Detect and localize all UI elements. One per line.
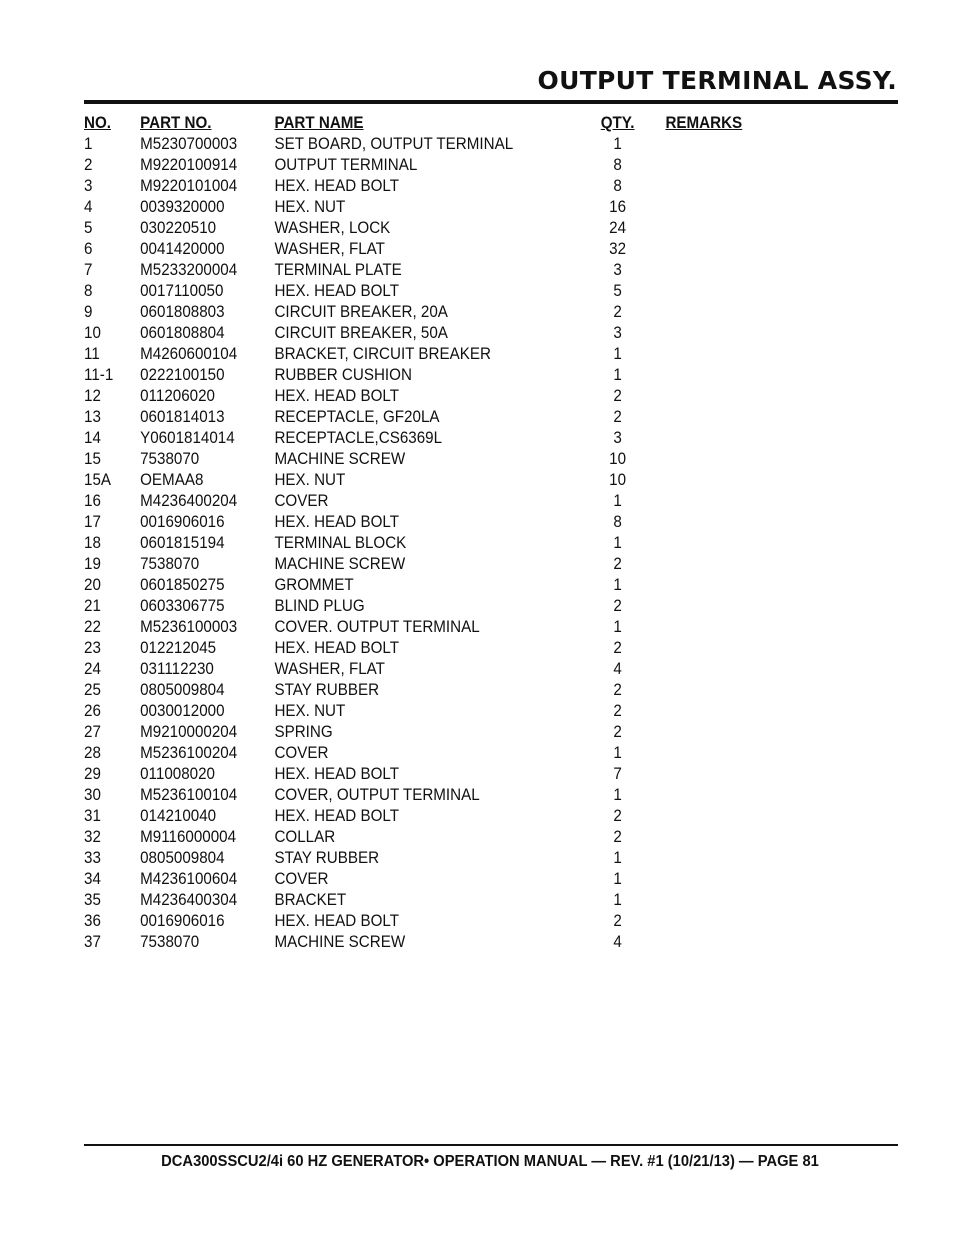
cell-no: 18 bbox=[84, 534, 101, 552]
cell-part-no: M4236400304 bbox=[140, 891, 238, 909]
cell-part-no: 0222100150 bbox=[140, 366, 225, 384]
cell-qty: 1 bbox=[613, 786, 622, 804]
cell-part-no: M4260600104 bbox=[140, 345, 238, 363]
cell-part-no: M5236100204 bbox=[140, 744, 238, 762]
table-body bbox=[84, 134, 728, 953]
cell-qty: 2 bbox=[613, 303, 622, 321]
cell-part-name: HEX. HEAD BOLT bbox=[274, 177, 400, 195]
cell-part-no: M9210000204 bbox=[140, 723, 238, 741]
cell-part-no: M9220100914 bbox=[140, 156, 238, 174]
cell-no: 6 bbox=[84, 240, 93, 258]
cell-no: 14 bbox=[84, 429, 101, 447]
cell-no: 11 bbox=[84, 345, 100, 363]
footer-divider bbox=[84, 1144, 898, 1146]
table-row bbox=[84, 722, 728, 743]
cell-part-no: 031112230 bbox=[140, 660, 214, 678]
cell-qty: 2 bbox=[613, 681, 622, 699]
cell-no: 34 bbox=[84, 870, 101, 888]
cell-part-no: 0016906016 bbox=[140, 912, 225, 930]
cell-part-no: M5230700003 bbox=[140, 135, 238, 153]
cell-part-name: TERMINAL BLOCK bbox=[274, 534, 407, 552]
cell-part-no: 0601808804 bbox=[140, 324, 225, 342]
cell-part-no: 0017110050 bbox=[140, 282, 224, 300]
cell-no: 17 bbox=[84, 513, 101, 531]
cell-part-name: MACHINE SCREW bbox=[274, 555, 406, 573]
table-row bbox=[84, 218, 728, 239]
cell-no: 36 bbox=[84, 912, 101, 930]
cell-no: 4 bbox=[84, 198, 93, 216]
cell-qty: 24 bbox=[609, 219, 627, 237]
table-row bbox=[84, 596, 728, 617]
cell-part-name: CIRCUIT BREAKER, 20A bbox=[274, 303, 448, 321]
cell-part-name: HEX. HEAD BOLT bbox=[274, 513, 400, 531]
cell-part-no: M9220101004 bbox=[140, 177, 238, 195]
cell-no: 8 bbox=[84, 282, 93, 300]
cell-part-no: 0601815194 bbox=[140, 534, 225, 552]
cell-no: 22 bbox=[84, 618, 101, 636]
table-row bbox=[84, 764, 728, 785]
table-row bbox=[84, 932, 728, 953]
cell-part-name: WASHER, LOCK bbox=[274, 219, 391, 237]
cell-part-no: 012212045 bbox=[140, 639, 217, 657]
cell-qty: 1 bbox=[613, 744, 622, 762]
cell-no: 23 bbox=[84, 639, 101, 657]
cell-qty: 3 bbox=[613, 261, 622, 279]
table-row bbox=[84, 302, 728, 323]
cell-part-no: OEMAA8 bbox=[140, 471, 204, 489]
page-title: OUTPUT TERMINAL ASSY. bbox=[537, 66, 897, 95]
cell-qty: 2 bbox=[613, 723, 622, 741]
cell-no: 3 bbox=[84, 177, 93, 195]
cell-part-no: M5236100104 bbox=[140, 786, 238, 804]
cell-qty: 1 bbox=[613, 135, 622, 153]
table-row bbox=[84, 848, 728, 869]
cell-part-no: 0030012000 bbox=[140, 702, 225, 720]
table-row bbox=[84, 911, 728, 932]
cell-part-name: HEX. HEAD BOLT bbox=[274, 912, 400, 930]
cell-no: 16 bbox=[84, 492, 101, 510]
cell-part-name: HEX. NUT bbox=[274, 471, 346, 489]
cell-part-name: SET BOARD, OUTPUT TERMINAL bbox=[274, 135, 514, 153]
table-row bbox=[84, 785, 728, 806]
cell-part-name: HEX. HEAD BOLT bbox=[274, 639, 400, 657]
table-row bbox=[84, 743, 728, 764]
cell-qty: 4 bbox=[613, 933, 622, 951]
header-part-no: PART NO. bbox=[140, 114, 212, 132]
cell-no: 10 bbox=[84, 324, 101, 342]
cell-part-name: HEX. NUT bbox=[274, 198, 346, 216]
cell-no: 27 bbox=[84, 723, 101, 741]
cell-no: 31 bbox=[84, 807, 101, 825]
cell-part-name: GROMMET bbox=[274, 576, 354, 594]
cell-part-name: MACHINE SCREW bbox=[274, 933, 406, 951]
table-row bbox=[84, 659, 728, 680]
cell-qty: 5 bbox=[613, 282, 622, 300]
table-row bbox=[84, 176, 728, 197]
cell-qty: 1 bbox=[613, 849, 622, 867]
cell-part-no: 0805009804 bbox=[140, 681, 225, 699]
header-qty: QTY. bbox=[600, 114, 635, 132]
cell-part-name: COVER bbox=[274, 870, 329, 888]
cell-qty: 1 bbox=[613, 345, 622, 363]
header-remarks: REMARKS bbox=[665, 114, 743, 132]
cell-no: 26 bbox=[84, 702, 101, 720]
cell-no: 25 bbox=[84, 681, 101, 699]
cell-part-no: 030220510 bbox=[140, 219, 217, 237]
table-row bbox=[84, 512, 728, 533]
cell-part-no: M4236100604 bbox=[140, 870, 238, 888]
cell-no: 7 bbox=[84, 261, 93, 279]
cell-part-name: RECEPTACLE,CS6369L bbox=[274, 429, 443, 447]
cell-no: 15A bbox=[84, 471, 112, 489]
cell-qty: 1 bbox=[613, 891, 622, 909]
cell-no: 11-1 bbox=[84, 366, 114, 384]
cell-qty: 16 bbox=[609, 198, 627, 216]
cell-part-name: HEX. HEAD BOLT bbox=[274, 807, 400, 825]
cell-qty: 2 bbox=[613, 639, 622, 657]
cell-no: 20 bbox=[84, 576, 101, 594]
cell-no: 5 bbox=[84, 219, 93, 237]
cell-no: 35 bbox=[84, 891, 101, 909]
cell-part-name: BRACKET bbox=[274, 891, 347, 909]
table-row bbox=[84, 617, 728, 638]
cell-part-no: 0041420000 bbox=[140, 240, 225, 258]
cell-part-no: 7538070 bbox=[140, 555, 200, 573]
title-divider bbox=[84, 100, 898, 104]
table-row bbox=[84, 344, 728, 365]
cell-qty: 2 bbox=[613, 555, 622, 573]
table-row bbox=[84, 575, 728, 596]
cell-part-no: 0603306775 bbox=[140, 597, 225, 615]
table-row bbox=[84, 365, 728, 386]
cell-part-no: 011206020 bbox=[140, 387, 215, 405]
cell-part-no: M9116000004 bbox=[140, 828, 237, 846]
cell-part-no: M5236100003 bbox=[140, 618, 238, 636]
cell-qty: 1 bbox=[613, 576, 622, 594]
cell-part-name: COVER bbox=[274, 744, 329, 762]
cell-part-name: COVER bbox=[274, 492, 329, 510]
cell-part-name: RUBBER CUSHION bbox=[274, 366, 412, 384]
table-row bbox=[84, 680, 728, 701]
cell-part-name: OUTPUT TERMINAL bbox=[274, 156, 418, 174]
cell-qty: 2 bbox=[613, 408, 622, 426]
cell-no: 33 bbox=[84, 849, 101, 867]
cell-no: 9 bbox=[84, 303, 93, 321]
table-row bbox=[84, 869, 728, 890]
cell-qty: 4 bbox=[613, 660, 622, 678]
cell-part-name: HEX. HEAD BOLT bbox=[274, 765, 400, 783]
cell-no: 15 bbox=[84, 450, 101, 468]
cell-no: 1 bbox=[84, 135, 93, 153]
cell-qty: 8 bbox=[613, 513, 622, 531]
cell-part-no: M4236400204 bbox=[140, 492, 238, 510]
cell-part-name: MACHINE SCREW bbox=[274, 450, 406, 468]
cell-qty: 2 bbox=[613, 807, 622, 825]
cell-part-no: 0805009804 bbox=[140, 849, 225, 867]
cell-qty: 2 bbox=[613, 597, 622, 615]
cell-qty: 8 bbox=[613, 156, 622, 174]
table-row bbox=[84, 533, 728, 554]
parts-table bbox=[84, 113, 743, 953]
cell-qty: 10 bbox=[609, 471, 627, 489]
cell-part-no: 0601850275 bbox=[140, 576, 225, 594]
cell-part-name: TERMINAL PLATE bbox=[274, 261, 402, 279]
table-row bbox=[84, 806, 728, 827]
cell-qty: 1 bbox=[613, 534, 622, 552]
cell-qty: 2 bbox=[613, 702, 622, 720]
cell-qty: 1 bbox=[613, 870, 622, 888]
cell-part-name: RECEPTACLE, GF20LA bbox=[274, 408, 440, 426]
cell-part-name: CIRCUIT BREAKER, 50A bbox=[274, 324, 448, 342]
cell-part-no: M5233200004 bbox=[140, 261, 238, 279]
cell-part-no: 0601814013 bbox=[140, 408, 225, 426]
cell-no: 32 bbox=[84, 828, 101, 846]
cell-qty: 2 bbox=[613, 912, 622, 930]
cell-part-name: BRACKET, CIRCUIT BREAKER bbox=[274, 345, 491, 363]
cell-no: 13 bbox=[84, 408, 101, 426]
table-row bbox=[84, 890, 728, 911]
table-row bbox=[84, 428, 728, 449]
cell-part-name: HEX. HEAD BOLT bbox=[274, 387, 400, 405]
cell-qty: 1 bbox=[613, 492, 622, 510]
cell-no: 30 bbox=[84, 786, 101, 804]
cell-part-name: WASHER, FLAT bbox=[274, 660, 385, 678]
table-row bbox=[84, 155, 728, 176]
cell-no: 29 bbox=[84, 765, 101, 783]
cell-no: 2 bbox=[84, 156, 93, 174]
cell-part-name: STAY RUBBER bbox=[274, 681, 380, 699]
table-row bbox=[84, 638, 728, 659]
page-footer: DCA300SSCU2/4i 60 HZ GENERATOR• OPERATION MANUAL — REV. #1 (10/21/13) — PAGE 81 bbox=[161, 1153, 819, 1170]
cell-part-name: HEX. HEAD BOLT bbox=[274, 282, 400, 300]
cell-part-no: 0601808803 bbox=[140, 303, 225, 321]
cell-qty: 10 bbox=[609, 450, 627, 468]
cell-qty: 3 bbox=[613, 324, 622, 342]
cell-qty: 3 bbox=[613, 429, 622, 447]
cell-part-name: SPRING bbox=[274, 723, 333, 741]
cell-part-name: STAY RUBBER bbox=[274, 849, 380, 867]
cell-no: 28 bbox=[84, 744, 101, 762]
cell-part-name: COVER, OUTPUT TERMINAL bbox=[274, 786, 480, 804]
cell-part-name: COLLAR bbox=[274, 828, 336, 846]
cell-part-no: 7538070 bbox=[140, 933, 200, 951]
cell-no: 37 bbox=[84, 933, 101, 951]
table-row bbox=[84, 134, 728, 155]
cell-part-no: 0039320000 bbox=[140, 198, 225, 216]
cell-qty: 8 bbox=[613, 177, 622, 195]
cell-part-no: 0016906016 bbox=[140, 513, 225, 531]
cell-part-no: 011008020 bbox=[140, 765, 215, 783]
cell-part-name: WASHER, FLAT bbox=[274, 240, 385, 258]
cell-part-no: 014210040 bbox=[140, 807, 217, 825]
cell-no: 19 bbox=[84, 555, 101, 573]
table-row bbox=[84, 323, 728, 344]
cell-part-name: COVER. OUTPUT TERMINAL bbox=[274, 618, 480, 636]
cell-part-name: HEX. NUT bbox=[274, 702, 346, 720]
table-row bbox=[84, 701, 728, 722]
table-row bbox=[84, 554, 728, 575]
cell-no: 12 bbox=[84, 387, 101, 405]
cell-part-no: 7538070 bbox=[140, 450, 200, 468]
cell-qty: 2 bbox=[613, 387, 622, 405]
table-row bbox=[84, 260, 728, 281]
cell-part-name: BLIND PLUG bbox=[274, 597, 365, 615]
table-row bbox=[84, 386, 728, 407]
cell-qty: 7 bbox=[613, 765, 622, 783]
table-row bbox=[84, 470, 728, 491]
cell-qty: 1 bbox=[613, 618, 622, 636]
table-row bbox=[84, 239, 728, 260]
table-row bbox=[84, 449, 728, 470]
header-no: NO. bbox=[84, 114, 111, 132]
table-row bbox=[84, 407, 728, 428]
table-header-row bbox=[84, 113, 743, 134]
cell-qty: 1 bbox=[613, 366, 622, 384]
cell-qty: 32 bbox=[609, 240, 627, 258]
cell-no: 24 bbox=[84, 660, 101, 678]
table-row bbox=[84, 197, 728, 218]
table-row bbox=[84, 281, 728, 302]
cell-qty: 2 bbox=[613, 828, 622, 846]
table-row bbox=[84, 491, 728, 512]
table-row bbox=[84, 827, 728, 848]
cell-part-no: Y0601814014 bbox=[140, 429, 235, 447]
cell-no: 21 bbox=[84, 597, 101, 615]
header-part-name: PART NAME bbox=[274, 114, 364, 132]
